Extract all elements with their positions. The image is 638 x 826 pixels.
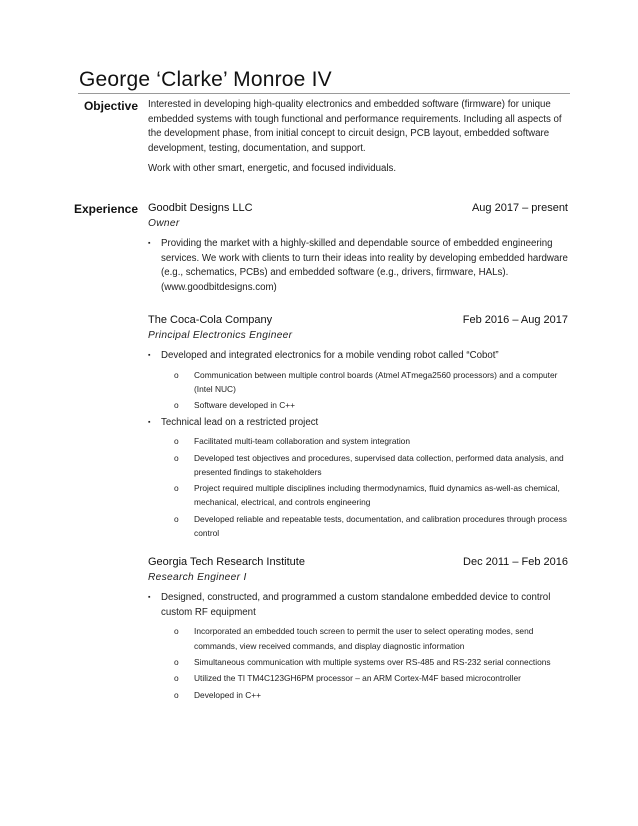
job-entry: [148, 555, 568, 702]
list-item: [148, 416, 568, 541]
job-role: Owner: [148, 218, 180, 229]
sub-list-item: [161, 624, 568, 653]
objective-paragraph: Work with other smart, energetic, and focused individuals.: [148, 162, 397, 174]
sub-bullet-text: Developed reliable and repeatable tests, documentation, and calibration procedures through process control: [194, 513, 567, 539]
list-item: [148, 349, 568, 413]
circle-bullet-icon: o: [174, 513, 179, 524]
circle-bullet-icon: o: [174, 452, 179, 463]
job-company: Goodbit Designs LLC: [148, 202, 253, 214]
sub-bullet-text: Facilitated multi-team collaboration and system integration: [194, 436, 410, 447]
circle-bullet-icon: o: [174, 483, 179, 494]
job-company: The Coca-Cola Company: [148, 314, 273, 326]
header-rule: [78, 93, 570, 94]
experience-label: Experience: [73, 202, 138, 216]
list-item: [148, 237, 568, 296]
sub-list-item: [161, 398, 568, 412]
objective-label: Objective: [83, 99, 138, 113]
resume-name: George ‘Clarke’ Monroe IV: [79, 68, 332, 91]
bullet-text: Technical lead on a restricted project: [161, 416, 319, 428]
job-role: Research Engineer I: [148, 572, 247, 583]
sub-list-item: [161, 451, 568, 480]
square-bullet-icon: ▪: [148, 594, 151, 601]
job-company: Georgia Tech Research Institute: [148, 556, 305, 568]
circle-bullet-icon: o: [174, 436, 179, 447]
sub-bullet-text: Developed in C++: [194, 689, 262, 700]
sub-bullet-text: Simultaneous communication with multiple systems over RS-485 and RS-232 serial connections: [194, 657, 551, 667]
sub-list-item: [161, 688, 568, 702]
circle-bullet-icon: o: [174, 400, 179, 411]
circle-bullet-icon: o: [174, 657, 179, 667]
square-bullet-icon: ▪: [148, 418, 151, 426]
job-dates: Aug 2017 – present: [471, 202, 568, 214]
square-bullet-icon: ▪: [148, 240, 151, 247]
bullet-text: Designed, constructed, and programmed a custom standalone embedded device to control custom RF equipment: [161, 592, 551, 618]
circle-bullet-icon: o: [174, 369, 179, 380]
sub-list-item: [161, 481, 568, 510]
job-entry: [148, 201, 568, 296]
job-dates: Feb 2016 – Aug 2017: [462, 314, 568, 326]
sub-bullet-text: Utilized the TI TM4C123GH6PM processor – an ARM Cortex-M4F based microcontroller: [194, 673, 521, 684]
objective-section: [148, 98, 568, 177]
sub-list-item: [161, 671, 568, 685]
sub-bullet-text: Software developed in C++: [194, 400, 296, 411]
sub-list-item: [161, 512, 568, 541]
circle-bullet-icon: o: [174, 673, 179, 684]
job-entry: [148, 313, 568, 540]
sub-bullet-text: Communication between multiple control boards (Atmel ATmega2560 processors) and a computer (Intel NUC): [194, 369, 558, 394]
objective-paragraph: Interested in developing high-quality electronics and embedded software (firmware) for unique embedded systems with tough functional and performance requirements. Including all aspects of the development phase, from initial concept to circuit design, PCB layout, embedded software development, testing, documentation, and support.: [148, 99, 562, 155]
sub-list-item: [161, 434, 568, 448]
square-bullet-icon: ▪: [148, 352, 151, 359]
sub-bullet-text: Project required multiple disciplines including thermodynamics, fluid dynamics as-well-as chemical, mechanical, electrical, and controls engineering: [194, 483, 560, 508]
sub-bullet-text: Developed test objectives and procedures, supervised data collection, performed data analysis, and presented findings to stakeholders: [194, 452, 564, 477]
circle-bullet-icon: o: [174, 689, 179, 700]
sub-list-item: [161, 368, 568, 397]
sub-list-item: [161, 655, 568, 669]
bullet-text: Developed and integrated electronics for a mobile vending robot called “Cobot”: [161, 350, 499, 361]
bullet-text: Providing the market with a highly-skilled and dependable source of embedded engineering services. We work with clients to turn their ideas into reality by developing embedded hardware (e.g., schematics, PCBs) and embedded software (e.g., drivers, firmware, HALs). (www.goodbitdesigns.com): [161, 238, 568, 294]
circle-bullet-icon: o: [174, 626, 179, 637]
job-dates: Dec 2011 – Feb 2016: [463, 556, 568, 568]
job-role: Principal Electronics Engineer: [148, 330, 293, 341]
sub-bullet-text: Incorporated an embedded touch screen to permit the user to select operating modes, send commands, view received commands, and display diagnostic information: [194, 626, 534, 651]
list-item: [148, 591, 568, 702]
